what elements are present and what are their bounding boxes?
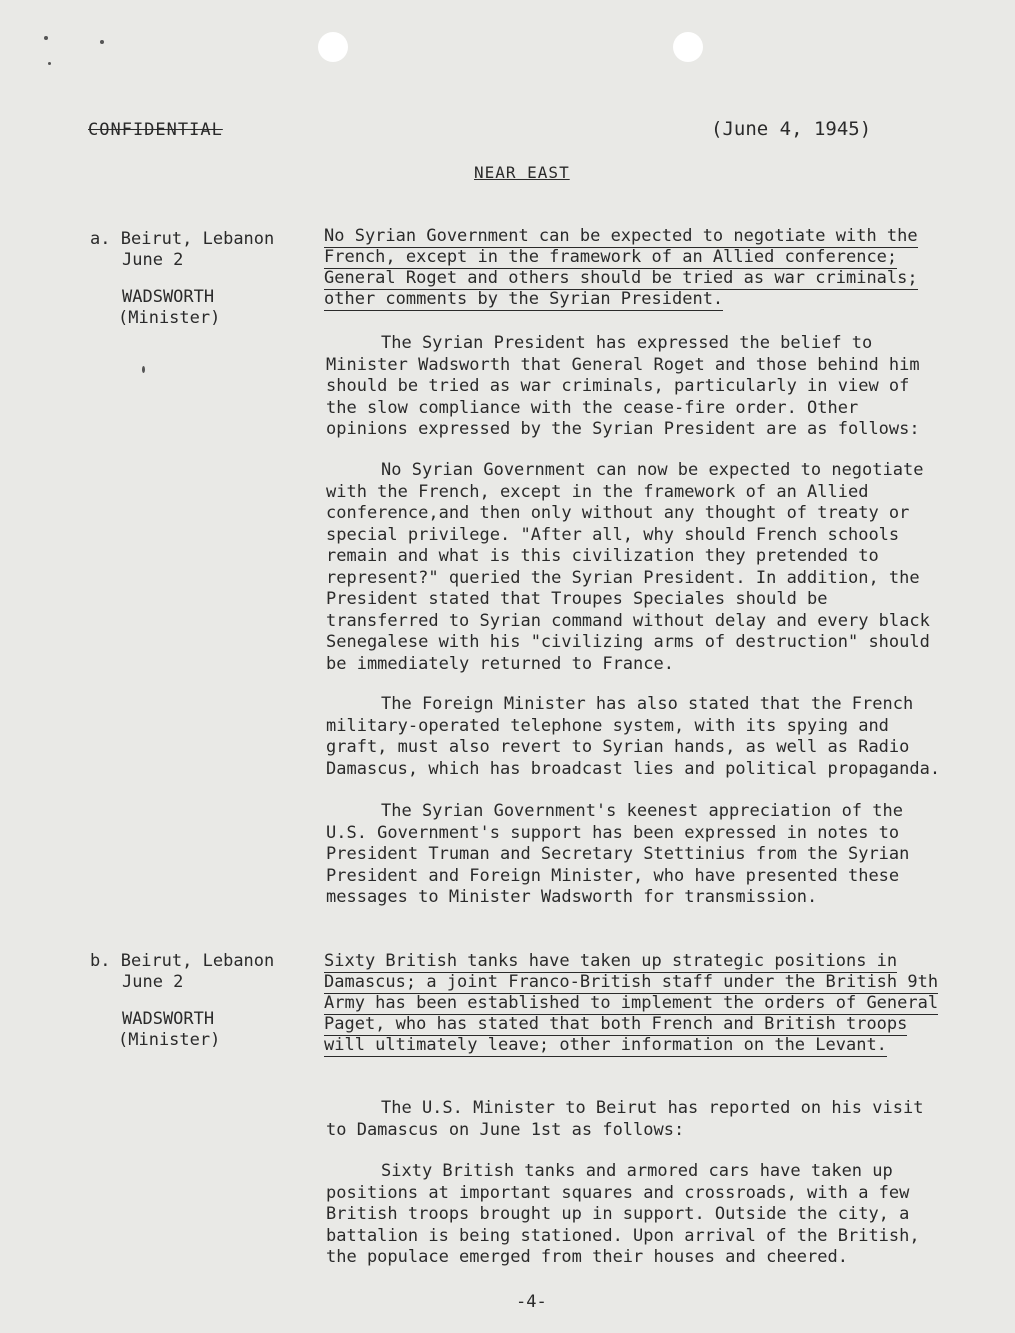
summary-text: No Syrian Government can be expected to negotiate with the French, except in the framework of an Allied conference; General Roget and others should be tried as war criminals; other comments by the Syrian President. xyxy=(324,226,918,309)
entry-a-paragraph: The Syrian President has expressed the belief to Minister Wadsworth that General Roget and those behind him should be tried as war criminals, particularly in view of the slow compliance with the cease-fire order. Other opinions expressed by the Syrian President are as follows: xyxy=(326,333,920,439)
entry-a-paragraph: The Syrian Government's keenest appreciation of the U.S. Government's support has been expressed in notes to President Truman and Secretary Stettinius from the Syrian President and Foreign Minister, who have presented these messages to Minister Wadsworth for transmission. xyxy=(326,801,910,907)
summary-text: Sixty British tanks have taken up strategic positions in Damascus; a joint Franco-British staff under the British 9th Army has been established to implement the orders of General Paget, who has stated that both French and British troops will ultimately leave; other information on the Levant. xyxy=(324,951,939,1055)
entry-source: WADSWORTH xyxy=(122,287,215,307)
entry-b-origin xyxy=(90,951,274,972)
entry-letter: a. xyxy=(90,229,111,249)
punch-hole-right xyxy=(673,32,703,62)
document-date: (June 4, 1945) xyxy=(711,118,872,140)
entry-place: Beirut, Lebanon xyxy=(120,951,275,971)
punch-hole-left xyxy=(318,32,348,62)
entry-a-paragraph: No Syrian Government can now be expected to negotiate with the French, except in the framework of an Allied conference,and then only without any thought of treaty or special privilege. "After all, why should French schools remain and what is this civilization they pretended to represent?" queried the Syrian President. In addition, the President stated that Troupes Speciales should be transferred to Syrian command without delay and every black Senegalese with his "civilizing arms of destruction" should be immediately returned to France. xyxy=(326,460,930,674)
section-title: NEAR EAST xyxy=(474,163,570,182)
entry-a-paragraph: The Foreign Minister has also stated that the French military-operated telephone system, with its spying and graft, must also revert to Syrian hands, as well as Radio Damascus, which has broadcast lies and political propaganda. xyxy=(326,694,941,779)
entry-source: WADSWORTH xyxy=(122,1009,215,1029)
entry-source-title: (Minister) xyxy=(118,1030,221,1050)
ink-speck xyxy=(100,40,104,44)
entry-place: Beirut, Lebanon xyxy=(120,229,275,249)
entry-letter: b. xyxy=(90,951,111,971)
entry-b-paragraph: Sixty British tanks and armored cars have taken up positions at important squares and crossroads, with a few British troops brought up in support. Outside the city, a battalion is being stationed. Upon arrival of the British, the populace emerged from their houses and cheered. xyxy=(326,1161,920,1267)
entry-b-summary xyxy=(324,951,948,1056)
entry-a-meta xyxy=(90,229,274,329)
ink-speck xyxy=(142,366,145,373)
classification-marking: CONFIDENTIAL xyxy=(88,120,223,140)
page-number: -4- xyxy=(516,1292,547,1312)
entry-b-paragraph: The U.S. Minister to Beirut has reported on his visit to Damascus on June 1st as follows: xyxy=(326,1098,924,1140)
entry-a-summary xyxy=(324,226,948,310)
entry-date: June 2 xyxy=(122,250,184,270)
ink-speck xyxy=(44,36,48,40)
entry-b-meta xyxy=(90,951,274,1051)
entry-a-origin xyxy=(90,229,274,250)
entry-date: June 2 xyxy=(122,972,184,992)
ink-speck xyxy=(48,62,51,65)
entry-source-title: (Minister) xyxy=(118,308,221,328)
